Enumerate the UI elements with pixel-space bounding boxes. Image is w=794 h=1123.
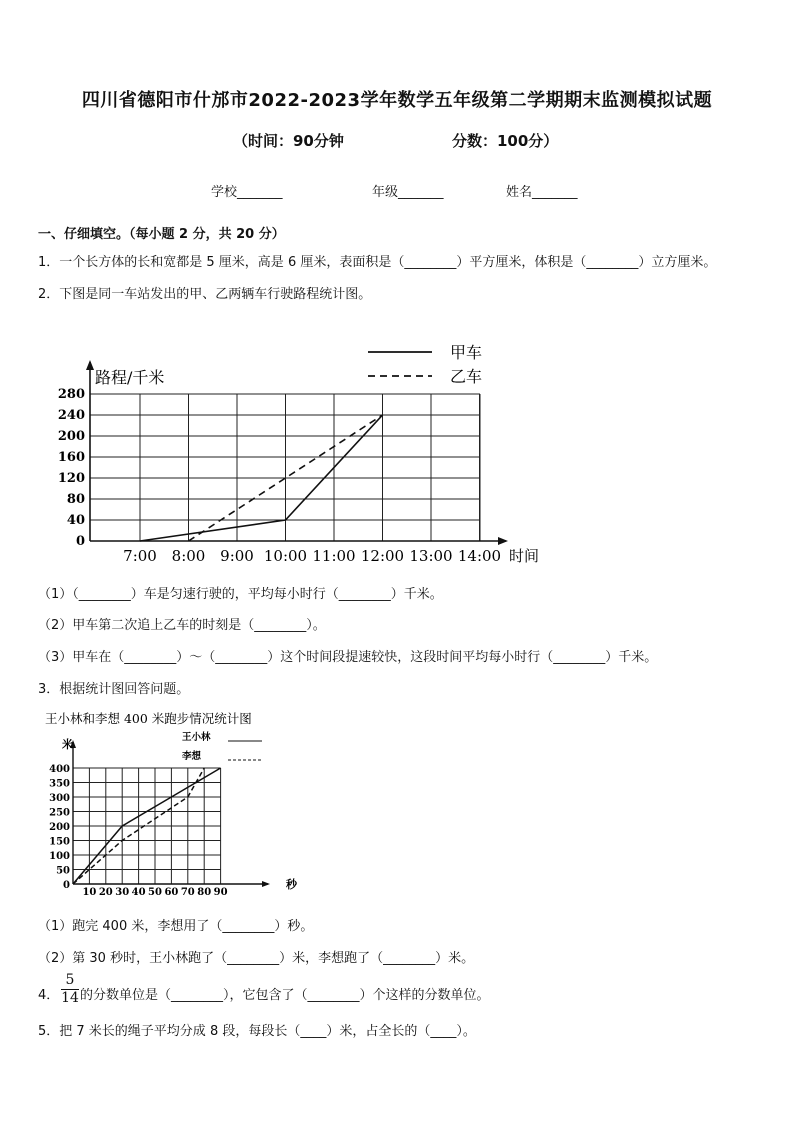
chart1-x-tick-label: 9:00 [220, 547, 254, 565]
chart2-y-axis-label: 米 [62, 738, 73, 751]
name-field: 姓名_______ [506, 185, 578, 200]
chart2-axes [70, 740, 270, 887]
chart1-x-tick-label: 10:00 [263, 547, 308, 565]
section-heading: 一、仔细填空。（每小题 2 分，共 20 分） [38, 227, 285, 242]
chart2-y-tick-label: 50 [56, 865, 70, 877]
chart1-y-tick-label: 240 [57, 408, 85, 423]
chart1-y-ticks [58, 387, 85, 549]
question-4-text: 的分数单位是（________），它包含了（________）个这样的分数单位。 [80, 988, 490, 1003]
chart2-y-ticks [49, 764, 70, 891]
chart1-grid [90, 394, 480, 541]
chart2-y-tick-label: 400 [49, 764, 70, 775]
chart1-y-tick-label: 200 [57, 429, 85, 444]
chart2-x-tick-label: 60 [164, 887, 179, 898]
chart1-legend-label-1: 甲车 [450, 343, 483, 362]
chart1-x-tick-label: 12:00 [360, 547, 405, 565]
chart2-x-tick-label: 70 [180, 887, 195, 898]
chart1-y-axis-label: 路程/千米 [95, 368, 165, 387]
chart2-title: 王小林和李想 400 米跑步情况统计图 [45, 711, 252, 726]
question-2-2: （2）甲车第二次追上乙车的时刻是（________）。 [38, 618, 326, 633]
chart2-y-tick-label: 200 [49, 822, 70, 833]
question-2: 2．下图是同一车站发出的甲、乙两辆车行驶路程统计图。 [38, 287, 372, 302]
chart1-axes [86, 360, 508, 545]
fraction-denominator: 14 [61, 990, 79, 1006]
chart2-y-tick-label: 250 [49, 807, 70, 819]
vehicle-distance-chart [0, 330, 794, 570]
running-chart [0, 705, 794, 900]
question-5: 5．把 7 米长的绳子平均分成 8 段，每段长（____）米，占全长的（____）。 [38, 1024, 476, 1039]
chart1-y-tick-label: 160 [57, 450, 85, 465]
question-3-2: （2）第 30 秒时，王小林跑了（________）米，李想跑了（________）米。 [38, 951, 475, 966]
question-2-3: （3）甲车在（________）～（________）这个时间段提速较快，这段时间平均每小时行（________）千米。 [38, 650, 658, 665]
question-4-number: 4． [38, 988, 60, 1003]
fraction-numerator: 5 [65, 972, 75, 988]
question-1: 1．一个长方体的长和宽都是 5 厘米，高是 6 厘米，表面积是（________）平方厘米，体积是（________）立方厘米。 [38, 255, 717, 270]
exam-score: 分数：100分） [452, 132, 559, 150]
chart2-y-tick-label: 350 [49, 778, 70, 790]
exam-time: （时间：90分钟 [233, 132, 344, 150]
chart2-x-tick-label: 10 [82, 887, 97, 898]
chart1-x-tick-label: 14:00 [457, 547, 502, 565]
chart2-x-tick-label: 20 [98, 887, 113, 898]
exam-title: 四川省德阳市什邡市2022-2023学年数学五年级第二学期期末监测模拟试题 [81, 90, 713, 111]
chart2-legend-label-1: 王小林 [182, 732, 211, 743]
chart2-y-tick-label: 100 [49, 851, 70, 862]
chart2-x-tick-label: 40 [131, 887, 146, 898]
chart1-x-tick-label: 11:00 [312, 547, 356, 565]
chart2-x-tick-label: 90 [213, 887, 228, 898]
chart1-x-tick-label: 8:00 [171, 547, 206, 565]
question-3-1: （1）跑完 400 米，李想用了（________）秒。 [38, 919, 314, 934]
chart2-grid [73, 768, 221, 884]
chart2-x-axis-arrow [262, 881, 270, 887]
chart1-x-ticks [123, 547, 501, 565]
chart1-legend [368, 343, 482, 386]
chart1-x-tick-label: 13:00 [409, 547, 453, 565]
chart2-y-tick-label: 0 [63, 880, 70, 891]
chart1-y-tick-label: 280 [57, 387, 85, 402]
chart2-x-axis-label: 秒 [286, 878, 297, 891]
chart1-y-tick-label: 120 [57, 471, 85, 486]
chart2-x-tick-label: 50 [148, 887, 162, 898]
chart1-y-axis-arrow [86, 360, 94, 370]
grade-field: 年级_______ [372, 185, 444, 200]
chart1-x-axis-arrow [498, 537, 508, 545]
question-3: 3．根据统计图回答问题。 [38, 682, 190, 697]
chart1-y-tick-label: 40 [66, 513, 85, 528]
chart1-legend-label-2: 乙车 [450, 367, 483, 386]
chart2-legend [181, 731, 262, 762]
chart1-x-tick-label: 7:00 [123, 547, 157, 565]
chart2-y-tick-label: 150 [49, 836, 70, 848]
chart2-x-tick-label: 30 [115, 887, 130, 898]
chart2-x-ticks [82, 887, 227, 898]
chart1-y-tick-label: 0 [75, 534, 85, 549]
chart2-x-tick-label: 80 [197, 887, 212, 898]
chart2-y-tick-label: 300 [49, 793, 70, 804]
fraction-5-14 [60, 972, 80, 1007]
chart1-x-axis-label: 时间 [509, 547, 540, 565]
school-field: 学校_______ [211, 185, 283, 200]
chart2-legend-label-2: 李想 [182, 751, 202, 762]
chart1-y-tick-label: 80 [66, 492, 85, 507]
question-2-1: （1）（________）车是匀速行驶的，平均每小时行（________）千米。 [38, 587, 443, 602]
